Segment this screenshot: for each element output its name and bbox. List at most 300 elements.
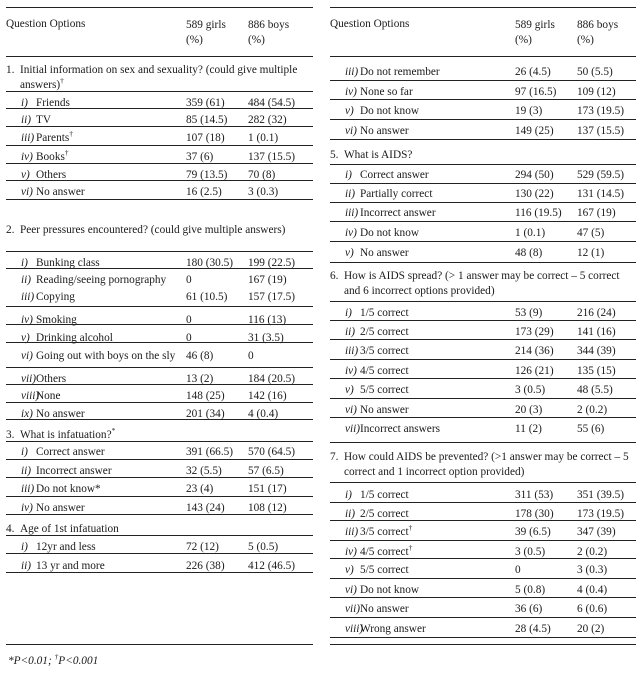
- row-divider: [6, 367, 313, 368]
- girls-value: 178 (30): [515, 508, 554, 520]
- boys-value: 167 (19): [577, 207, 616, 219]
- row-divider: [330, 442, 636, 443]
- row-divider: [330, 339, 636, 340]
- option-numeral: vi): [345, 404, 357, 416]
- girls-value: 23 (4): [186, 483, 214, 495]
- row-divider: [330, 482, 636, 483]
- girls-value: 0: [186, 332, 192, 344]
- label-text: How is AIDS spread? (> 1 answer may be correct – 5 correct and 6 incorrect options provided): [344, 270, 620, 297]
- boys-value: 48 (5.5): [577, 384, 613, 396]
- row-divider: [6, 441, 313, 442]
- boys-value: 412 (46.5): [248, 560, 296, 572]
- label-text: 5/5 correct: [360, 384, 409, 396]
- row-divider: [330, 241, 636, 242]
- boys-value: 131 (14.5): [577, 188, 625, 200]
- row-divider: [6, 251, 313, 252]
- question-number: 1.: [6, 64, 15, 76]
- label-sup: *: [111, 426, 116, 436]
- question-text: [344, 269, 632, 299]
- boys-value: 484 (54.5): [248, 97, 296, 109]
- row-divider: [330, 617, 636, 618]
- row-divider: [330, 202, 636, 203]
- boys-value: 173 (19.5): [577, 105, 625, 117]
- girls-value: 85 (14.5): [186, 114, 228, 126]
- header-boys-label: 886 boys: [577, 19, 619, 31]
- row-divider: [6, 306, 313, 307]
- boys-value: 157 (17.5): [248, 291, 296, 303]
- label-text: Do not know*: [36, 483, 101, 495]
- option-numeral: ii): [345, 508, 356, 520]
- header-bottom-rule: [6, 56, 313, 57]
- label-text: Smoking: [36, 314, 77, 326]
- option-numeral: iv): [345, 86, 357, 98]
- girls-value: 46 (8): [186, 350, 214, 362]
- girls-value: 311 (53): [515, 489, 554, 501]
- option-label: [360, 364, 510, 379]
- footnote-dagger: †: [54, 652, 59, 662]
- option-label: [360, 246, 510, 261]
- boys-value: 55 (6): [577, 423, 605, 435]
- label-text: Books: [36, 151, 65, 163]
- row-divider: [330, 520, 636, 521]
- question-text: [344, 450, 632, 480]
- boys-value: 167 (19): [248, 274, 287, 286]
- girls-value: 173 (29): [515, 326, 554, 338]
- label-text: Others: [36, 169, 67, 181]
- girls-value: 149 (25): [515, 125, 554, 137]
- girls-value: 359 (61): [186, 97, 225, 109]
- row-divider: [6, 163, 313, 164]
- option-numeral: iii): [21, 132, 35, 144]
- footnote-p1: P<0.01;: [13, 655, 55, 667]
- label-text: Copying: [36, 291, 75, 303]
- option-numeral: v): [21, 332, 30, 344]
- boys-value: 6 (0.6): [577, 603, 608, 615]
- option-numeral: iii): [345, 345, 359, 357]
- boys-value: 282 (32): [248, 114, 287, 126]
- boys-value: 173 (19.5): [577, 508, 625, 520]
- girls-value: 16 (2.5): [186, 186, 222, 198]
- label-text: None: [36, 390, 61, 402]
- option-label: [360, 622, 510, 637]
- boys-value: 70 (8): [248, 169, 276, 181]
- option-label: [36, 185, 182, 200]
- option-numeral: vi): [21, 350, 33, 362]
- row-divider: [6, 199, 313, 200]
- option-numeral: iv): [21, 151, 33, 163]
- row-divider: [6, 91, 313, 92]
- option-label: [360, 124, 510, 139]
- option-label: [36, 313, 182, 328]
- girls-value: 0: [186, 274, 192, 286]
- question-text: [344, 148, 632, 163]
- girls-value: 28 (4.5): [515, 623, 551, 635]
- boys-value: 0: [248, 350, 254, 362]
- option-numeral: iii): [345, 526, 359, 538]
- label-text: Incorrect answer: [360, 207, 436, 219]
- option-label: [36, 349, 182, 364]
- option-numeral: v): [345, 384, 354, 396]
- label-text: What is infatuation?: [20, 429, 112, 441]
- label-sup: †: [64, 148, 69, 158]
- footnote: [8, 652, 99, 667]
- girls-value: 13 (2): [186, 373, 214, 385]
- question-number: 3.: [6, 429, 15, 441]
- boys-value: 108 (12): [248, 502, 287, 514]
- girls-value: 148 (25): [186, 390, 225, 402]
- boys-value: 199 (22.5): [248, 257, 296, 269]
- boys-value: 137 (15.5): [248, 151, 296, 163]
- girls-value: 19 (3): [515, 105, 543, 117]
- row-divider: [330, 80, 636, 81]
- girls-value: 107 (18): [186, 132, 225, 144]
- option-numeral: i): [21, 541, 28, 553]
- label-text: Do not know: [360, 584, 419, 596]
- boys-value: 347 (39): [577, 526, 616, 538]
- header-question-options: Question Options: [330, 18, 410, 30]
- option-numeral: v): [21, 169, 30, 181]
- boys-value: 2 (0.2): [577, 546, 608, 558]
- boys-value: 57 (6.5): [248, 465, 284, 477]
- option-numeral: iv): [21, 314, 33, 326]
- label-text: 1/5 correct: [360, 489, 409, 501]
- girls-value: 48 (8): [515, 247, 543, 259]
- boys-value: 50 (5.5): [577, 66, 613, 78]
- option-label: [360, 206, 510, 221]
- row-divider: [330, 359, 636, 360]
- boys-value: 216 (24): [577, 307, 616, 319]
- label-text: Wrong answer: [360, 623, 426, 635]
- option-label: [360, 65, 510, 80]
- option-numeral: i): [21, 97, 28, 109]
- option-label: [36, 131, 182, 146]
- option-label: [360, 306, 510, 321]
- girls-value: 39 (6.5): [515, 526, 551, 538]
- header-girls-label: 589 girls: [186, 19, 226, 31]
- label-text: No answer: [36, 186, 85, 198]
- label-sup: †: [60, 76, 64, 86]
- question-number: 2.: [6, 224, 15, 236]
- header-girls: [186, 18, 226, 48]
- option-label: [360, 226, 510, 241]
- row-divider: [6, 553, 313, 554]
- option-numeral: ii): [345, 188, 356, 200]
- label-text: Do not know: [360, 227, 419, 239]
- row-divider: [330, 398, 636, 399]
- footnote-p2: P<0.001: [58, 655, 99, 667]
- option-numeral: ii): [21, 560, 32, 572]
- row-divider: [6, 496, 313, 497]
- label-text: Peer pressures encountered? (could give multiple answers): [20, 224, 286, 236]
- row-divider: [330, 558, 636, 559]
- girls-value: 3 (0.5): [515, 546, 546, 558]
- girls-value: 116 (19.5): [515, 207, 562, 219]
- table-header: [330, 0, 636, 56]
- table-bottom-rule: [330, 644, 636, 645]
- header-girls-pct: (%): [186, 34, 203, 46]
- question-number: 5.: [330, 149, 339, 161]
- row-divider: [330, 597, 636, 598]
- label-text: Others: [36, 373, 67, 385]
- option-numeral: v): [345, 105, 354, 117]
- header-boys-label: 886 boys: [248, 19, 290, 31]
- row-divider: [6, 145, 313, 146]
- boys-value: 344 (39): [577, 345, 616, 357]
- row-divider: [330, 320, 636, 321]
- label-text: Initial information on sex and sexuality? (could give multiple answers): [20, 64, 298, 91]
- girls-value: 130 (22): [515, 188, 554, 200]
- girls-value: 5 (0.8): [515, 584, 546, 596]
- header-boys-pct: (%): [577, 34, 594, 46]
- footnote-star: *: [8, 655, 14, 667]
- row-divider: [330, 99, 636, 100]
- label-text: 13 yr and more: [36, 560, 105, 572]
- boys-value: 137 (15.5): [577, 125, 625, 137]
- label-sup: †: [408, 543, 413, 553]
- boys-value: 151 (17): [248, 483, 287, 495]
- option-numeral: iv): [21, 502, 33, 514]
- option-numeral: vii): [345, 603, 361, 615]
- row-divider: [330, 417, 636, 418]
- label-sup: †: [408, 523, 413, 533]
- row-divider: [6, 268, 313, 269]
- option-numeral: viii): [21, 390, 40, 402]
- question-number: 7.: [330, 451, 339, 463]
- table-bottom-rule: [6, 644, 313, 645]
- boys-value: 109 (12): [577, 86, 616, 98]
- header-question-options: Question Options: [6, 18, 86, 30]
- option-label: [36, 290, 182, 305]
- label-text: Partially correct: [360, 188, 433, 200]
- row-divider: [330, 164, 636, 165]
- girls-value: 294 (50): [515, 169, 554, 181]
- boys-value: 351 (39.5): [577, 489, 625, 501]
- row-divider: [330, 378, 636, 379]
- boys-value: 184 (20.5): [248, 373, 296, 385]
- row-divider: [6, 108, 313, 109]
- option-numeral: vi): [345, 584, 357, 596]
- option-numeral: ix): [21, 408, 33, 420]
- option-numeral: vii): [345, 423, 361, 435]
- label-text: 1/5 correct: [360, 307, 409, 319]
- label-text: Friends: [36, 97, 70, 109]
- boys-value: 141 (16): [577, 326, 616, 338]
- option-numeral: ii): [345, 326, 356, 338]
- option-numeral: viii): [345, 623, 364, 635]
- label-text: Incorrect answers: [360, 423, 440, 435]
- option-numeral: iii): [345, 207, 359, 219]
- header-boys: [577, 18, 618, 48]
- boys-value: 47 (5): [577, 227, 605, 239]
- option-numeral: iv): [345, 227, 357, 239]
- girls-value: 1 (0.1): [515, 227, 546, 239]
- row-divider: [6, 572, 313, 573]
- header-girls-label: 589 girls: [515, 19, 555, 31]
- row-divider: [6, 459, 313, 460]
- girls-value: 214 (36): [515, 345, 554, 357]
- option-label: [360, 383, 510, 398]
- row-divider: [330, 637, 636, 638]
- girls-value: 143 (24): [186, 502, 225, 514]
- option-label: [360, 602, 510, 617]
- row-divider: [6, 419, 313, 420]
- label-text: 4/5 correct: [360, 365, 409, 377]
- boys-value: 135 (15): [577, 365, 616, 377]
- boys-value: 31 (3.5): [248, 332, 284, 344]
- option-label: [360, 325, 510, 340]
- row-divider: [330, 301, 636, 302]
- label-text: No answer: [360, 125, 409, 137]
- row-divider: [330, 578, 636, 579]
- label-text: Correct answer: [36, 446, 105, 458]
- table-header: [6, 0, 313, 56]
- option-label: [36, 273, 182, 288]
- label-text: What is AIDS?: [344, 149, 413, 161]
- row-divider: [330, 119, 636, 120]
- girls-value: 53 (9): [515, 307, 543, 319]
- option-numeral: i): [345, 169, 352, 181]
- option-numeral: iii): [21, 483, 35, 495]
- option-numeral: v): [345, 564, 354, 576]
- option-label: [360, 525, 510, 540]
- label-text: 2/5 correct: [360, 508, 409, 520]
- boys-value: 3 (0.3): [577, 564, 608, 576]
- question-number: 6.: [330, 270, 339, 282]
- label-sup: †: [69, 129, 74, 139]
- label-text: TV: [36, 114, 52, 126]
- header-girls: [515, 18, 555, 48]
- option-numeral: iii): [345, 66, 359, 78]
- label-text: Bunking class: [36, 257, 100, 269]
- label-text: 12yr and less: [36, 541, 96, 553]
- label-text: No answer: [360, 603, 409, 615]
- label-text: Reading/seeing pornography: [36, 274, 167, 286]
- option-label: [360, 344, 510, 359]
- girls-value: 126 (21): [515, 365, 554, 377]
- boys-value: 116 (13): [248, 314, 287, 326]
- option-label: [360, 422, 510, 437]
- option-numeral: i): [21, 257, 28, 269]
- option-numeral: vii): [21, 373, 37, 385]
- label-text: How could AIDS be prevented? (>1 answer may be correct – 5 correct and 1 incorrect option provided): [344, 451, 629, 478]
- question-number: 4.: [6, 523, 15, 535]
- question-text: [20, 223, 309, 238]
- girls-value: 20 (3): [515, 404, 543, 416]
- option-numeral: vi): [345, 125, 357, 137]
- boys-value: 3 (0.3): [248, 186, 279, 198]
- label-text: Parents: [36, 132, 70, 144]
- option-numeral: i): [345, 307, 352, 319]
- girls-value: 180 (30.5): [186, 257, 234, 269]
- girls-value: 3 (0.5): [515, 384, 546, 396]
- girls-value: 226 (38): [186, 560, 225, 572]
- option-numeral: i): [345, 489, 352, 501]
- header-bottom-rule: [330, 56, 636, 57]
- girls-value: 32 (5.5): [186, 465, 222, 477]
- label-text: No answer: [360, 247, 409, 259]
- row-divider: [330, 502, 636, 503]
- label-text: Correct answer: [360, 169, 429, 181]
- label-text: 5/5 correct: [360, 564, 409, 576]
- option-numeral: iv): [345, 365, 357, 377]
- label-text: 3/5 correct: [360, 345, 409, 357]
- girls-value: 97 (16.5): [515, 86, 557, 98]
- row-divider: [6, 126, 313, 127]
- boys-value: 142 (16): [248, 390, 287, 402]
- option-label: [360, 85, 510, 100]
- girls-value: 36 (6): [515, 603, 543, 615]
- option-label: [360, 168, 510, 183]
- option-label: [360, 104, 510, 119]
- boys-value: 5 (0.5): [248, 541, 279, 553]
- girls-value: 201 (34): [186, 408, 225, 420]
- option-numeral: iii): [21, 291, 35, 303]
- question-text: [20, 63, 309, 93]
- label-text: Do not remember: [360, 66, 440, 78]
- header-boys-pct: (%): [248, 34, 265, 46]
- header-girls-pct: (%): [515, 34, 532, 46]
- label-text: Do not know: [360, 105, 419, 117]
- boys-value: 4 (0.4): [577, 584, 608, 596]
- row-divider: [330, 183, 636, 184]
- girls-value: 37 (6): [186, 151, 214, 163]
- row-divider: [6, 180, 313, 181]
- row-divider: [6, 342, 313, 343]
- label-text: Drinking alcohol: [36, 332, 113, 344]
- boys-value: 570 (64.5): [248, 446, 296, 458]
- option-label: [360, 403, 510, 418]
- option-numeral: ii): [21, 274, 32, 286]
- boys-value: 2 (0.2): [577, 404, 608, 416]
- boys-value: 20 (2): [577, 623, 605, 635]
- label-text: None so far: [360, 86, 413, 98]
- option-label: [360, 563, 510, 578]
- option-label: [360, 187, 510, 202]
- row-divider: [330, 540, 636, 541]
- option-numeral: i): [21, 446, 28, 458]
- row-divider: [6, 535, 313, 536]
- row-divider: [330, 139, 636, 140]
- label-text: Incorrect answer: [36, 465, 112, 477]
- boys-value: 529 (59.5): [577, 169, 625, 181]
- boys-value: 1 (0.1): [248, 132, 279, 144]
- row-divider: [6, 384, 313, 385]
- label-text: Age of 1st infatuation: [20, 523, 119, 535]
- row-divider: [6, 402, 313, 403]
- girls-value: 72 (12): [186, 541, 219, 553]
- girls-value: 11 (2): [515, 423, 542, 435]
- option-numeral: ii): [21, 465, 32, 477]
- girls-value: 26 (4.5): [515, 66, 551, 78]
- option-numeral: vi): [21, 186, 33, 198]
- option-label: [36, 445, 182, 460]
- girls-value: 0: [515, 564, 521, 576]
- header-boys: [248, 18, 289, 48]
- option-label: [360, 488, 510, 503]
- row-divider: [330, 221, 636, 222]
- option-label: [360, 583, 510, 598]
- option-label: [36, 482, 182, 497]
- girls-value: 0: [186, 314, 192, 326]
- option-numeral: ii): [21, 114, 32, 126]
- girls-value: 79 (13.5): [186, 169, 228, 181]
- label-text: 2/5 correct: [360, 326, 409, 338]
- option-numeral: v): [345, 247, 354, 259]
- girls-value: 61 (10.5): [186, 291, 228, 303]
- row-divider: [330, 262, 636, 263]
- row-divider: [6, 324, 313, 325]
- option-label: [36, 331, 182, 346]
